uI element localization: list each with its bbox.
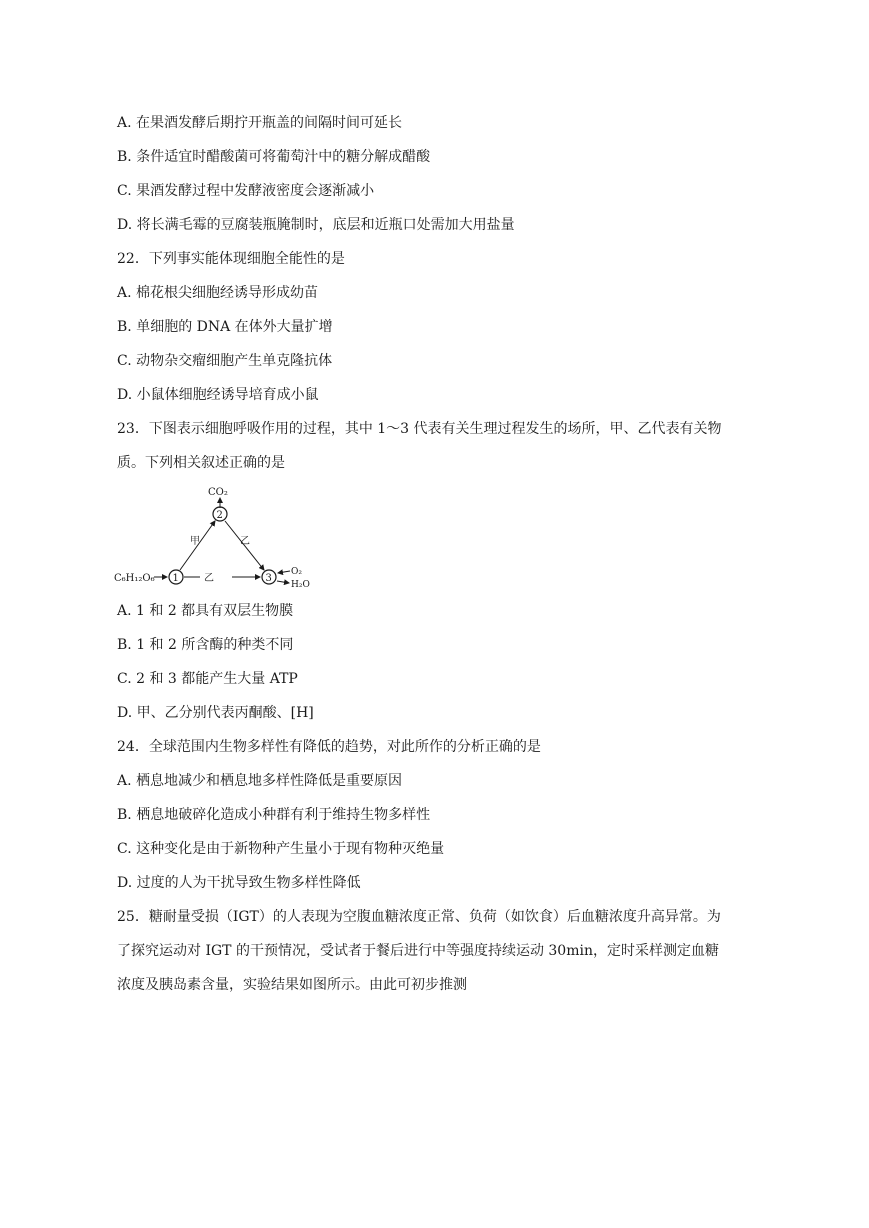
q23-option-d: D. 甲、乙分别代表丙酮酸、[H]	[117, 705, 314, 721]
q22-option-d: D. 小鼠体细胞经诱导培育成小鼠	[117, 387, 319, 403]
q24-option-b: B. 栖息地破碎化造成小种群有利于维持生物多样性	[117, 807, 431, 823]
label-yi-bottom: 乙	[204, 573, 214, 584]
q24-option-a: A. 栖息地减少和栖息地多样性降低是重要原因	[117, 773, 403, 789]
q24-option-d: D. 过度的人为干扰导致生物多样性降低	[117, 875, 361, 891]
node-3-label: 3	[265, 573, 272, 584]
q23-option-b: B. 1 和 2 所含酶的种类不同	[117, 637, 294, 653]
q23-option-a: A. 1 和 2 都具有双层生物膜	[117, 603, 294, 619]
respiration-diagram	[114, 482, 314, 592]
q21-option-a: A. 在果酒发酵后期拧开瓶盖的间隔时间可延长	[117, 115, 403, 131]
arrow-h2o-out	[277, 581, 289, 583]
q21-option-b: B. 条件适宜时醋酸菌可将葡萄汁中的糖分解成醋酸	[117, 149, 431, 165]
q25-line1: 25．糖耐量受损（IGT）的人表现为空腹血糖浓度正常、负荷（如饮食）后血糖浓度升高异常。为	[117, 909, 721, 925]
q25-line2: 了探究运动对 IGT 的干预情况，受试者于餐后进行中等强度持续运动 30min，定时采样测定血糖	[117, 943, 719, 959]
q22-stem: 22．下列事实能体现细胞全能性的是	[117, 251, 345, 267]
node-1-label: 1	[172, 573, 179, 584]
q21-option-c: C. 果酒发酵过程中发酵液密度会逐渐减小	[117, 183, 375, 199]
glucose-label: C₆H₁₂O₆	[114, 573, 155, 584]
o2-label: O₂	[291, 567, 302, 577]
arrow-o2-in	[278, 571, 290, 573]
q25-line3: 浓度及胰岛素含量，实验结果如图所示。由此可初步推测	[117, 977, 467, 993]
q23-stem-line1: 23．下图表示细胞呼吸作用的过程，其中 1～3 代表有关生理过程发生的场所，甲、乙代表有关物	[117, 421, 722, 437]
q22-option-c: C. 动物杂交瘤细胞产生单克隆抗体	[117, 353, 333, 369]
node-2-label: 2	[216, 510, 223, 521]
co2-label: CO₂	[208, 487, 228, 498]
q23-option-c: C. 2 和 3 都能产生大量 ATP	[117, 671, 298, 687]
q21-option-d: D. 将长满毛霉的豆腐装瓶腌制时，底层和近瓶口处需加大用盐量	[117, 217, 515, 233]
label-jia: 甲	[190, 536, 200, 547]
q22-option-a: A. 棉花根尖细胞经诱导形成幼苗	[117, 285, 319, 301]
q24-option-c: C. 这种变化是由于新物种产生量小于现有物种灭绝量	[117, 841, 445, 857]
h2o-label: H₂O	[291, 580, 310, 590]
q23-stem-line2: 质。下列相关叙述正确的是	[117, 455, 285, 471]
q22-option-b: B. 单细胞的 DNA 在体外大量扩增	[117, 319, 333, 335]
label-yi-diagonal: 乙	[240, 536, 250, 547]
q24-stem: 24．全球范围内生物多样性有降低的趋势，对此所作的分析正确的是	[117, 739, 541, 755]
